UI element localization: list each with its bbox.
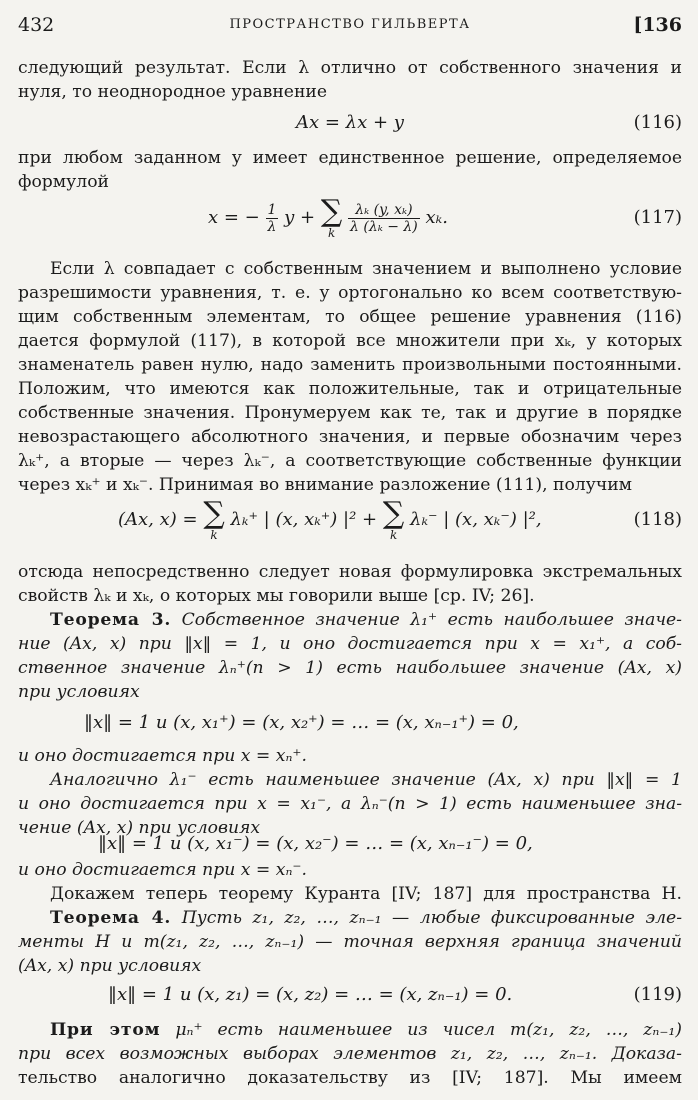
page-number: 432: [18, 14, 55, 36]
equation-body: [208, 190, 448, 246]
equation-body: ‖x‖ = 1 и (x, z₁) = (x, z₂) = … = (x, zₙ₋₁) = 0.: [108, 984, 513, 1005]
sum-sign: [382, 496, 405, 542]
fraction-numerator: 1: [267, 201, 277, 218]
final-label: При этом: [50, 1020, 161, 1040]
eq-part: y +: [284, 207, 316, 228]
equation-number: (118): [633, 509, 682, 530]
text-line: ние (Ax, x) при ‖x‖ = 1, и оно достигается при x = x₁⁺, а соб-: [18, 634, 682, 654]
sigma-symbol: ∑: [203, 496, 225, 531]
text-line: невозрастающего абсолютного значения, и первые обозначим через: [18, 427, 682, 447]
equation-number: (117): [633, 207, 682, 228]
eq-part: λₖ⁻ | (x, xₖ⁻) |²,: [410, 509, 542, 530]
equation-116: [18, 108, 682, 138]
fraction-numerator: λₖ (y, xₖ): [348, 202, 420, 219]
text-line: Если λ совпадает с собственным значением и выполнено условие: [50, 259, 682, 279]
text-line: (Ax, x) при условиях: [18, 956, 202, 976]
theorem-4-line: [50, 906, 682, 930]
theorem-3-line: [50, 608, 682, 632]
fraction-denominator: λ (λₖ − λ): [350, 218, 418, 235]
running-title: ПРОСТРАНСТВО ГИЛЬВЕРТА: [229, 17, 471, 32]
condition-equation-minus: [18, 830, 682, 858]
sigma-symbol: ∑: [382, 496, 405, 531]
equation-118: [18, 490, 682, 550]
equation-body: ‖x‖ = 1 и (x, x₁⁻) = (x, x₂⁻) = … = (x, xₙ₋₁⁻) = 0,: [98, 833, 533, 854]
condition-equation-plus: [18, 708, 682, 738]
theorem-3-text: есть наибольшее значе-: [447, 610, 682, 630]
equation-body: Ax = λx + y: [296, 112, 404, 133]
text-line: знаменатель равен нулю, надо заменить произвольными постоянными.: [18, 355, 682, 375]
theorem-3-label: Теорема 3.: [50, 610, 172, 630]
fraction-denominator: λ: [267, 218, 277, 235]
equation-119: [18, 980, 682, 1010]
sum-index: k: [210, 528, 218, 542]
fraction: [266, 202, 279, 235]
text-line: тельство аналогично доказательству из [IV; 187]. Мы имеем: [18, 1068, 682, 1088]
theorem-4-text: Пусть z₁, z₂, …, zₙ₋₁ — любые фиксированные эле-: [181, 908, 682, 928]
equation-117: [18, 190, 682, 246]
equation-number: (119): [633, 984, 682, 1005]
theorem-4-label: Теорема 4.: [50, 908, 172, 928]
fraction: [348, 202, 420, 235]
text-line: отсюда непосредственно следует новая формулировка экстремальных: [18, 562, 682, 582]
final-paragraph-line: [50, 1018, 682, 1042]
text-line: через xₖ⁺ и xₖ⁻. Принимая во внимание разложение (111), получим: [18, 475, 633, 495]
text-line: при любом заданном y имеет единственное решение, определяемое: [18, 148, 682, 168]
final-symbol: μₙ⁺: [175, 1020, 203, 1040]
text-line: разрешимости уравнения, т. е. y ортогонально ко всем соответствую-: [18, 283, 682, 303]
text-line: свойств λₖ и xₖ, о которых мы говорили выше [ср. IV; 26].: [18, 586, 535, 606]
text-line: ственное значение λₙ⁺(n > 1) есть наибольшее значение (Ax, x): [18, 658, 682, 678]
text-line: нуля, то неоднородное уравнение: [18, 82, 328, 102]
book-page: [18, 0, 682, 1100]
text-line: и оно достигается при x = xₙ⁻.: [18, 860, 307, 880]
eq-part: x = −: [208, 207, 260, 228]
text-line: щим собственным элементам, то общее решение уравнения (116): [18, 307, 682, 327]
text-line: менты H и m(z₁, z₂, …, zₙ₋₁) — точная верхняя граница значений: [18, 932, 682, 952]
text-line: следующий результат. Если λ отлично от собственного значения и: [18, 58, 682, 78]
text-line: и оно достигается при x = xₙ⁺.: [18, 746, 307, 766]
equation-body: [118, 490, 542, 550]
eq-part: λₖ⁺ | (x, xₖ⁺) |² +: [230, 509, 378, 530]
text-line: собственные значения. Пронумеруем как те, так и другие в порядке: [18, 403, 682, 423]
equation-number: (116): [633, 112, 682, 133]
text-line: λₖ⁺, а вторые — через λₖ⁻, а соответствующие собственные функции: [18, 451, 682, 471]
eq-part: (Ax, x) =: [118, 509, 198, 530]
theorem-3-lead: Собственное значение λ₁⁺: [181, 610, 438, 630]
eq-part: xₖ.: [425, 207, 448, 228]
sum-sign: [320, 194, 343, 240]
text-line: чение (Ax, x) при условиях: [18, 818, 261, 838]
text-line: Положим, что имеются как положительные, так и отрицательные: [18, 379, 682, 399]
sum-sign: [203, 496, 225, 542]
text-line: при всех возможных выборах элементов z₁, z₂, …, zₙ₋₁. Доказа-: [18, 1044, 682, 1064]
text-line: и оно достигается при x = x₁⁻, а λₙ⁻(n > 1) есть наименьшее зна-: [18, 794, 682, 814]
text-line: при условиях: [18, 682, 140, 702]
text-line: Докажем теперь теорему Куранта [IV; 187] для пространства H.: [50, 884, 682, 904]
running-header: [18, 14, 682, 38]
sum-index: k: [327, 226, 336, 240]
text-line: формулой: [18, 172, 110, 192]
section-number: [136: [633, 14, 682, 36]
text-line: Аналогично λ₁⁻ есть наименьшее значение (Ax, x) при ‖x‖ = 1: [50, 770, 682, 790]
text-line: дается формулой (117), в которой все множители при xₖ, у которых: [18, 331, 682, 351]
final-text: есть наименьшее из чисел m(z₁, z₂, …, zₙ₋₁): [217, 1020, 683, 1040]
equation-body: ‖x‖ = 1 и (x, x₁⁺) = (x, x₂⁺) = … = (x, xₙ₋₁⁺) = 0,: [84, 712, 519, 733]
sum-index: k: [389, 528, 398, 542]
sigma-symbol: ∑: [320, 194, 343, 229]
